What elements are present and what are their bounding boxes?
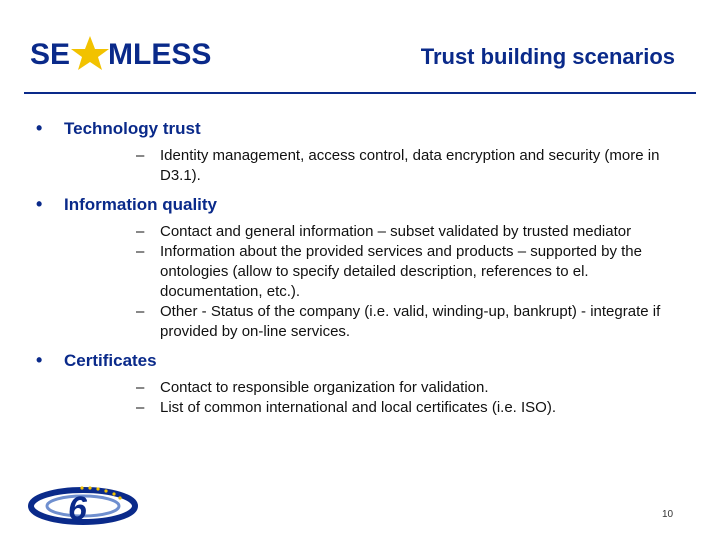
section-heading: Information quality [64,195,217,214]
bullet-icon: • [36,194,43,214]
section-information-quality [0,194,720,342]
dash-icon: – [136,379,145,396]
page-number: 10 [662,509,674,520]
svg-text:6: 6 [68,490,87,528]
bullet-icon: • [36,350,43,370]
list-item: – Contact and general information – subset validated by trusted mediator [136,223,632,240]
svg-text:SE: SE [30,38,71,71]
seamless-logo [30,30,212,74]
svg-text:MLESS: MLESS [108,38,212,71]
list-item: – Identity management, access control, data encryption and security (more in D3.1). [136,147,660,184]
bullet-icon: • [36,118,43,138]
list-item: – Other - Status of the company (i.e. valid, winding-up, bankrupt) - integrate if provided by on-line services. [136,303,661,340]
section-heading: Technology trust [64,119,201,138]
dash-icon: – [136,399,145,416]
slide-content [0,118,720,426]
dash-icon: – [136,243,145,260]
dash-icon: – [136,303,145,320]
section-technology-trust [0,118,720,186]
section-heading: Certificates [64,351,157,370]
header-divider [24,92,696,94]
list-item: – Information about the provided services and products – supported by the ontologies (allow to specify detailed description, references to el. documentation, etc.). [136,243,642,300]
page-title: Trust building scenarios [420,44,675,69]
dash-icon: – [136,223,145,240]
dash-icon: – [136,147,145,164]
list-item: – List of common international and local certificates (i.e. ISO). [136,399,557,416]
section-certificates [0,350,720,418]
list-item: – Contact to responsible organization for validation. [136,379,489,396]
fp6-logo-icon [28,482,138,528]
